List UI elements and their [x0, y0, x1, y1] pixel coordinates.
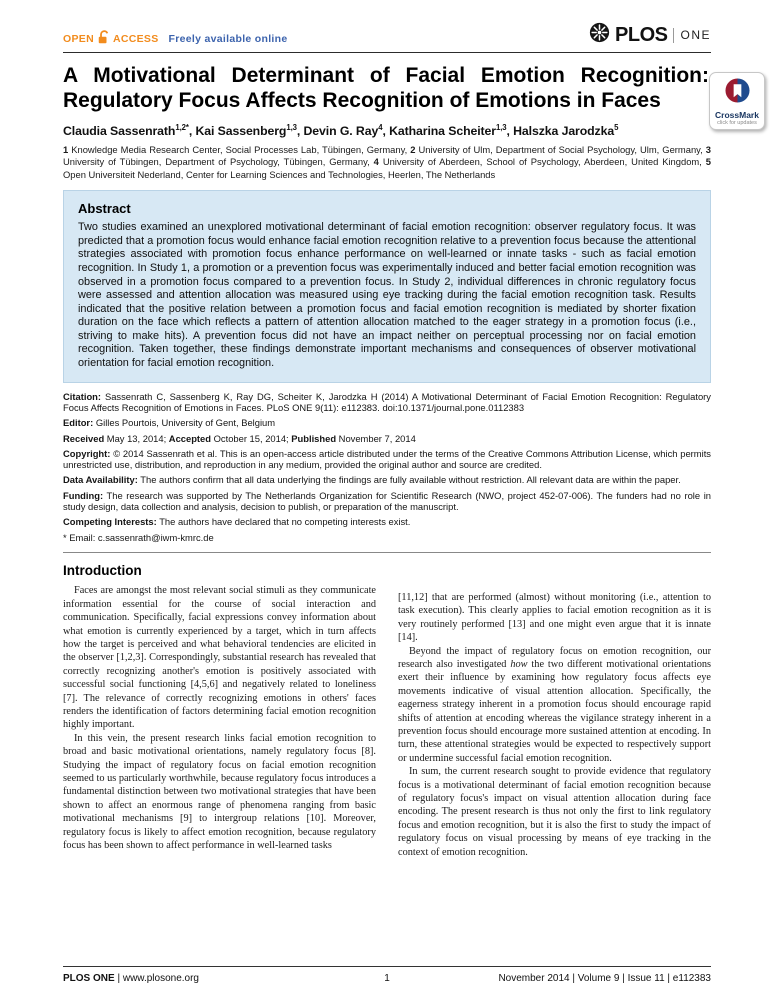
author: Katharina Scheiter$^{1,3}$,	[389, 122, 514, 138]
author: Kai Sassenberg$^{1,3}$,	[195, 122, 304, 138]
footer-issue-info: November 2014 | Volume 9 | Issue 11 | e112383	[498, 973, 711, 984]
top-bar	[63, 22, 711, 48]
footer-rule	[63, 966, 711, 967]
front-matter	[63, 391, 711, 543]
crossmark-badge[interactable]	[709, 72, 765, 130]
access-word: ACCESS	[112, 33, 159, 45]
email-line: * Email: c.sassenrath@iwm-kmrc.de	[63, 531, 214, 543]
body-paragraph: [11,12] that are performed (almost) without monitoring (i.e., attention to task execution). This clearly applies to facial emotion recognition as it is very routinely performed [13] and one might even argue that it is innate [14].	[398, 591, 711, 644]
open-access-lock-icon	[97, 30, 110, 48]
open-access-banner	[63, 30, 287, 48]
data-availability-line: Data Availability: The authors confirm that all data underlying the findings are fully available without restriction. All relevant data are within the paper.	[63, 474, 681, 486]
plos-logo	[589, 22, 711, 48]
body-paragraph: In this vein, the present research links facial emotion recognition to broad and basic motivational orientations, namely regulatory focus [8]. Studying the impact of regulatory focus on facial emotion recognition seemed to us particularly worthwhile, because regulatory focus introduces a fundamental distinction between two motivational strategies that have been shown to affect an enormous range of phenomena ranging from basic motivational mechanisms [9] to intergroup relations [10]. Moreover, regulatory focus is likely to affect emotion recognition, because regulatory focus has been shown to affect performance in well-learned tasks	[63, 732, 376, 852]
one-wordmark: ONE	[680, 28, 711, 42]
footer-journal: PLOS ONE | www.plosone.org	[63, 973, 199, 984]
crossmark-icon	[725, 90, 750, 107]
abstract-heading: Abstract	[78, 201, 131, 217]
section-divider	[63, 552, 711, 553]
copyright-line: Copyright: © 2014 Sassenrath et al. This is an open-access article distributed under the terms of the Creative Commons Attribution License, which permits unrestricted use, distribution, and reproduction in any medium, provided the original author and source are credited.	[63, 447, 711, 471]
plos-wordmark: PLOS	[615, 23, 668, 46]
left-column	[63, 564, 376, 859]
body-paragraph: Faces are amongst the most relevant social stimuli as they communicate information essential for the course of social interaction and communication. Specifically, facial expressions convey information about what emotion is currently experienced by a target, which in turn affects how the target is perceived and what behavioral tendencies are elicited in the observer [1,2,3]. Correspondingly, substantial research has revealed that correctly recognizing another's emotion is positively associated with successful social functioning [4,5,6] and negatively related to loneliness [7]. The relevance of correctly recognizing emotions in others' faces renders the identification of factors determining facial emotion recognition highly important.	[63, 585, 376, 731]
footer-page-number: 1	[384, 973, 390, 984]
author: Devin G. Ray$^4$,	[303, 122, 390, 138]
freely-available-label: Freely available online	[168, 33, 288, 45]
open-word: OPEN	[63, 33, 94, 45]
introduction-heading: Introduction	[63, 562, 142, 578]
dates-line: Received May 13, 2014; Accepted October 15, 2014; Published November 7, 2014	[63, 432, 416, 444]
competing-interests-line: Competing Interests: The authors have declared that no competing interests exist.	[63, 516, 411, 528]
corresponding-email[interactable]: c.sassenrath@iwm-kmrc.de	[97, 531, 214, 543]
body-paragraph: In sum, the current research sought to provide evidence that regulatory focus is a motivational determinant of facial emotion recognition because of regulatory focus's impact on visual attention allocation during face encoding. The present research is thus not only the first to link regulatory focus and emotion recognition, but it is also the first to study the impact of regulatory focus on visual processing by means of eye tracking in the context of emotion recognition.	[398, 766, 711, 858]
funding-line: Funding: The research was supported by The Netherlands Organization for Scientific Research (NWO, project 452-07-006). The funders had no role in study design, data collection and analysis, decision to publish, or preparation of the manuscript.	[63, 489, 712, 513]
header-rule	[63, 52, 711, 53]
editor-line: Editor: Gilles Pourtois, University of Gent, Belgium	[63, 417, 276, 429]
plos-logo-icon	[589, 22, 615, 48]
page-footer	[63, 966, 711, 984]
article-body	[63, 564, 711, 859]
author: Claudia Sassenrath$^{1,2*}$,	[63, 122, 196, 138]
citation-line: Citation: Sassenrath C, Sassenberg K, Ray DG, Scheiter K, Jarodzka H (2014) A Motivational Determinant of Facial Emotion Recognition: Regulatory Focus Affects Recognition of Emotions in Faces. PLoS ONE 9(11): e112383. doi:10.1371/journal.pone.0112383	[63, 390, 711, 413]
crossmark-label: CrossMark	[715, 110, 759, 120]
author: Halszka Jarodzka$^5$	[513, 122, 619, 138]
abstract-text: Two studies examined an unexplored motivational determinant of facial emotion recognition: observer regulatory focus. It was predicted that a promotion focus would enhance facial emotion recognition relative to a prevention focus because the attentional strategies associated with promotion focus enhance performance on well-learned or innate tasks - such as facial emotion recognition. In Study 1, a promotion or a prevention focus was experimentally induced and better facial emotion recognition was observed in a promotion focus compared to a prevention focus. In Study 2, individual differences in chronic regulatory focus were assessed and attention allocation was measured using eye tracking during the facial emotion recognition task. Results indicated that the positive relation between a promotion focus and facial emotion recognition is mediated by shorter fixation duration on the face which reflects a pattern of attention allocation matched to the eager strategy in a promotion focus (i.e., striving to make hits). A prevention focus did not have an impact neither on perceptual processing nor on facial emotion recognition. Taken together, these findings demonstrate important mechanisms and consequences of observer motivational orientation for facial emotion recognition.	[78, 221, 696, 370]
authors-line	[63, 123, 711, 138]
abstract-box	[63, 190, 711, 383]
right-column	[398, 564, 711, 859]
affiliations: 1 Knowledge Media Research Center, Social Processes Lab, Tübingen, Germany, 2 University of Ulm, Department of Social Psychology, Ulm, Germany, 3 University of Tübingen, Department of Psychology, Tübingen, Germany, 4 University of Aberdeen, School of Psychology, Aberdeen, United Kingdom, 5 Open Universiteit Nederland, Center for Learning Sciences and Technologies, Heerlen, The Netherlands	[63, 143, 711, 180]
plos-one-divider	[673, 28, 674, 43]
article-title: A Motivational Determinant of Facial Emotion Recognition: Regulatory Focus Affects Recognition of Emotions in Faces	[63, 64, 709, 113]
body-paragraph: Beyond the impact of regulatory focus on emotion recognition, our research also investigated how the two different motivational orientations exert their influence by examining how regulatory focus affects eye movements indicative of visual attention allocation. Specifically, the eagerness strategy inherent in a promotion focus should encourage rapid shifts of attention at encoding whereas the vigilance strategy inherent in a prevention focus should encourage more sustained attention at encoding. In turn, these attentional strategies would be expected to respectively support or undermine successful facial emotion recognition.	[398, 645, 711, 764]
crossmark-tagline: click for updates	[717, 120, 757, 126]
